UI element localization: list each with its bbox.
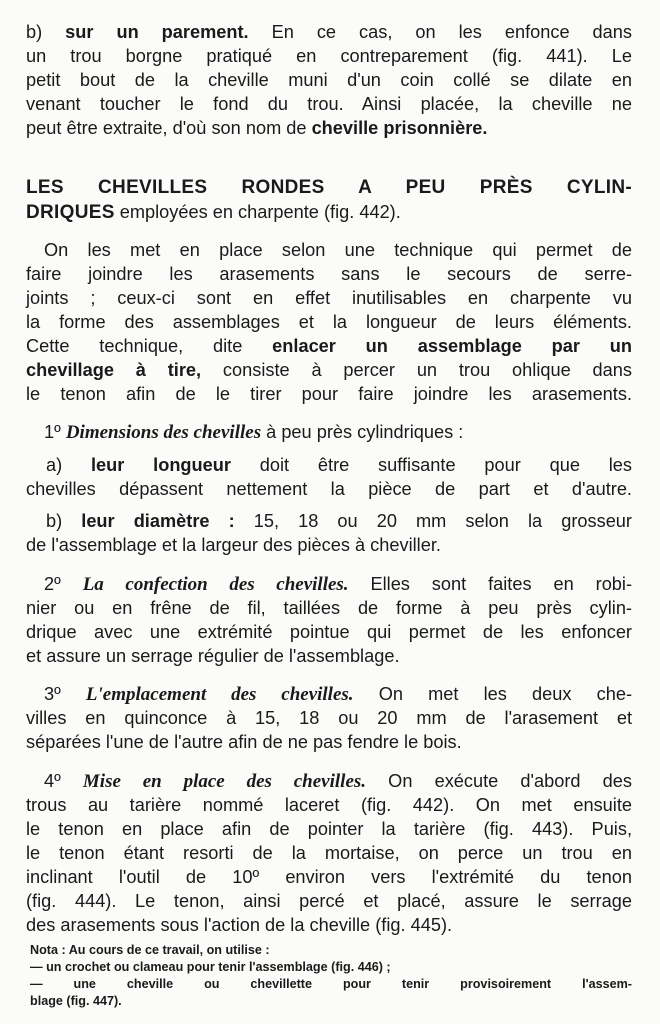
nota-line-2: — un crochet ou clameau pour tenir l'assemblage (fig. 446) ; <box>30 960 391 974</box>
intro-line-3: joints ; ceux-ci sont en effet inutilisables en charpente vu <box>26 288 632 308</box>
item-b-line-2: de l'assemblage et la largeur des pièces à cheviller. <box>26 535 441 555</box>
intro-line-5: Cette technique, dite enlacer un assemblage par un <box>26 336 632 356</box>
section-4-line-7: des arasements sous l'action de la cheville (fig. 445). <box>26 915 453 935</box>
section-4-line-5: inclinant l'outil de 10º environ vers l'extrémité du tenon <box>26 867 632 887</box>
item-b-line-1: b) leur diamètre : 15, 18 ou 20 mm selon la grosseur <box>46 511 632 531</box>
section-3-line-2: villes en quinconce à 15, 18 ou 20 mm de l'arasement et <box>26 708 632 728</box>
intro-line-1: On les met en place selon une technique qui permet de <box>44 240 632 260</box>
section-heading-line-1: LES CHEVILLES RONDES A PEU PRÈS CYLIN- <box>26 177 632 198</box>
section-2-line-3: drique avec une extrémité pointue qui permet de les enfoncer <box>26 622 632 642</box>
section-2-line-2: nier ou en frêne de fil, taillées de forme à peu près cylin- <box>26 598 632 618</box>
section-2-line-4: et assure un serrage régulier de l'assemblage. <box>26 646 400 666</box>
intro-line-4: la forme des assemblages et la longueur de leurs éléments. <box>26 312 632 332</box>
section-4-line-1: 4º Mise en place des chevilles. On exécute d'abord des <box>44 771 632 792</box>
section-2-line-1: 2º La confection des chevilles. Elles sont faites en robi- <box>44 574 633 595</box>
section-4-line-6: (fig. 444). Le tenon, ainsi percé et placé, assure le serrage <box>26 891 632 911</box>
section-4-line-4: le tenon étant resorti de la mortaise, on perce un trou en <box>26 843 632 863</box>
section-4-line-3: le tenon en place afin de pointer la tarière (fig. 443). Puis, <box>26 819 632 839</box>
nota-line-4: blage (fig. 447). <box>30 994 122 1008</box>
section-3-line-1: 3º L'emplacement des chevilles. On met les deux che- <box>44 684 632 705</box>
section-1-title: 1º Dimensions des chevilles à peu près cylindriques : <box>44 422 464 443</box>
nota-line-1: Nota : Au cours de ce travail, on utilise : <box>30 943 270 957</box>
para-b-line-2: un trou borgne pratiqué en contreparement (fig. 441). Le <box>26 46 632 66</box>
intro-line-7: le tenon afin de le tirer pour faire joindre les arasements. <box>26 384 632 404</box>
para-b-line-3: petit bout de la cheville muni d'un coin collé se dilate en <box>26 70 632 90</box>
intro-line-2: faire joindre les arasements sans le secours de serre- <box>26 264 632 284</box>
para-b-line-1: b) sur un parement. En ce cas, on les enfonce dans <box>26 22 632 42</box>
section-heading-line-2: DRIQUES employées en charpente (fig. 442). <box>26 202 401 223</box>
item-a-line-2: chevilles dépassent nettement la pièce de part et d'autre. <box>26 479 632 499</box>
nota-line-3: — une cheville ou chevillette pour tenir provisoirement l'assem- <box>30 977 632 991</box>
intro-line-6: chevillage à tire, consiste à percer un trou ohlique dans <box>26 360 632 380</box>
item-a-line-1: a) leur longueur doit être suffisante pour que les <box>46 455 632 475</box>
para-b-line-5: peut être extraite, d'où son nom de cheville prisonnière. <box>26 118 488 138</box>
para-b-line-4: venant toucher le fond du trou. Ainsi placée, la cheville ne <box>26 94 632 114</box>
section-4-line-2: trous au tarière nommé laceret (fig. 442). On met ensuite <box>26 795 632 815</box>
section-3-line-3: séparées l'une de l'autre afin de ne pas fendre le bois. <box>26 732 462 752</box>
